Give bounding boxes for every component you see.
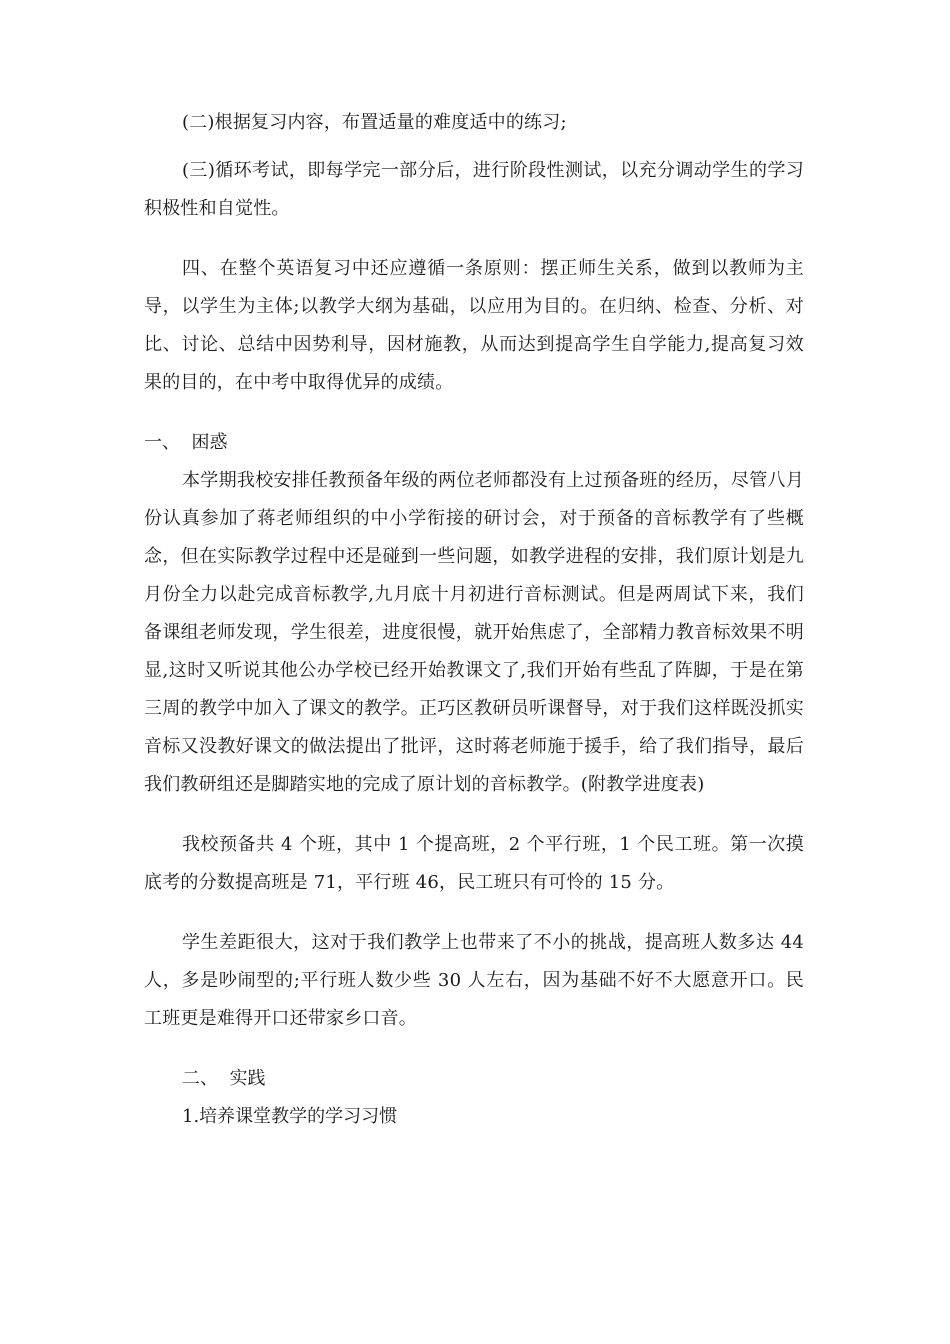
section-heading-practice: 二、 实践 (182, 1068, 266, 1089)
paragraph-cyclic-exams: (三)循环考试，即每学完一部分后，进行阶段性测试，以充分调动学生的学习积极性和自觉性。 (144, 160, 804, 219)
paragraph-semester-situation: 本学期我校安排任教预备年级的两位老师都没有上过预备班的经历，尽管八月份认真参加了蒋老师组织的中小学衔接的研讨会，对于预备的音标教学有了些概念，但在实际教学过程中还是碰到一些问题，如教学进程的安排，我们原计划是九月份全力以赴完成音标教学,九月底十月初进行音标测试。但是两周试下来，我们备课组老师发现，学生很差，进度很慢，就开始焦虑了，全部精力教音标效果不明显,这时又听说其他公办学校已经开始教课文了,我们开始有些乱了阵脚，于是在第三周的教学中加入了课文的教学。正巧区教研员听课督导，对于我们这样既没抓实音标又没教好课文的做法提出了批评，这时蒋老师施于援手，给了我们指导，最后我们教研组还是脚踏实地的完成了原计划的音标教学。(附教学进度表) (144, 470, 804, 795)
subheading-classroom-habits: 1.培养课堂教学的学习习惯 (182, 1106, 398, 1127)
paragraph-student-gap: 学生差距很大，这对于我们教学上也带来了不小的挑战，提高班人数多达 44 人，多是吵闹型的;平行班人数少些 30 人左右，因为基础不好不大愿意开口。民工班更是难得开口还带家乡口音。 (144, 932, 804, 1029)
paragraph-review-exercises: (二)根据复习内容，布置适量的难度适中的练习; (182, 112, 567, 133)
document-page (144, 104, 804, 1136)
paragraph-class-overview: 我校预备共 4 个班，其中 1 个提高班，2 个平行班，1 个民工班。第一次摸底考的分数提高班是 71，平行班 46，民工班只有可怜的 15 分。 (144, 834, 804, 893)
paragraph-principle: 四、在整个英语复习中还应遵循一条原则：摆正师生关系，做到以教师为主导，以学生为主体;以教学大纲为基础，以应用为目的。在归纳、检查、分析、对比、讨论、总结中因势利导，因材施教，从而达到提高学生自学能力,提高复习效果的目的，在中考中取得优异的成绩。 (144, 258, 804, 393)
section-heading-confusion: 一、 困惑 (144, 432, 228, 453)
